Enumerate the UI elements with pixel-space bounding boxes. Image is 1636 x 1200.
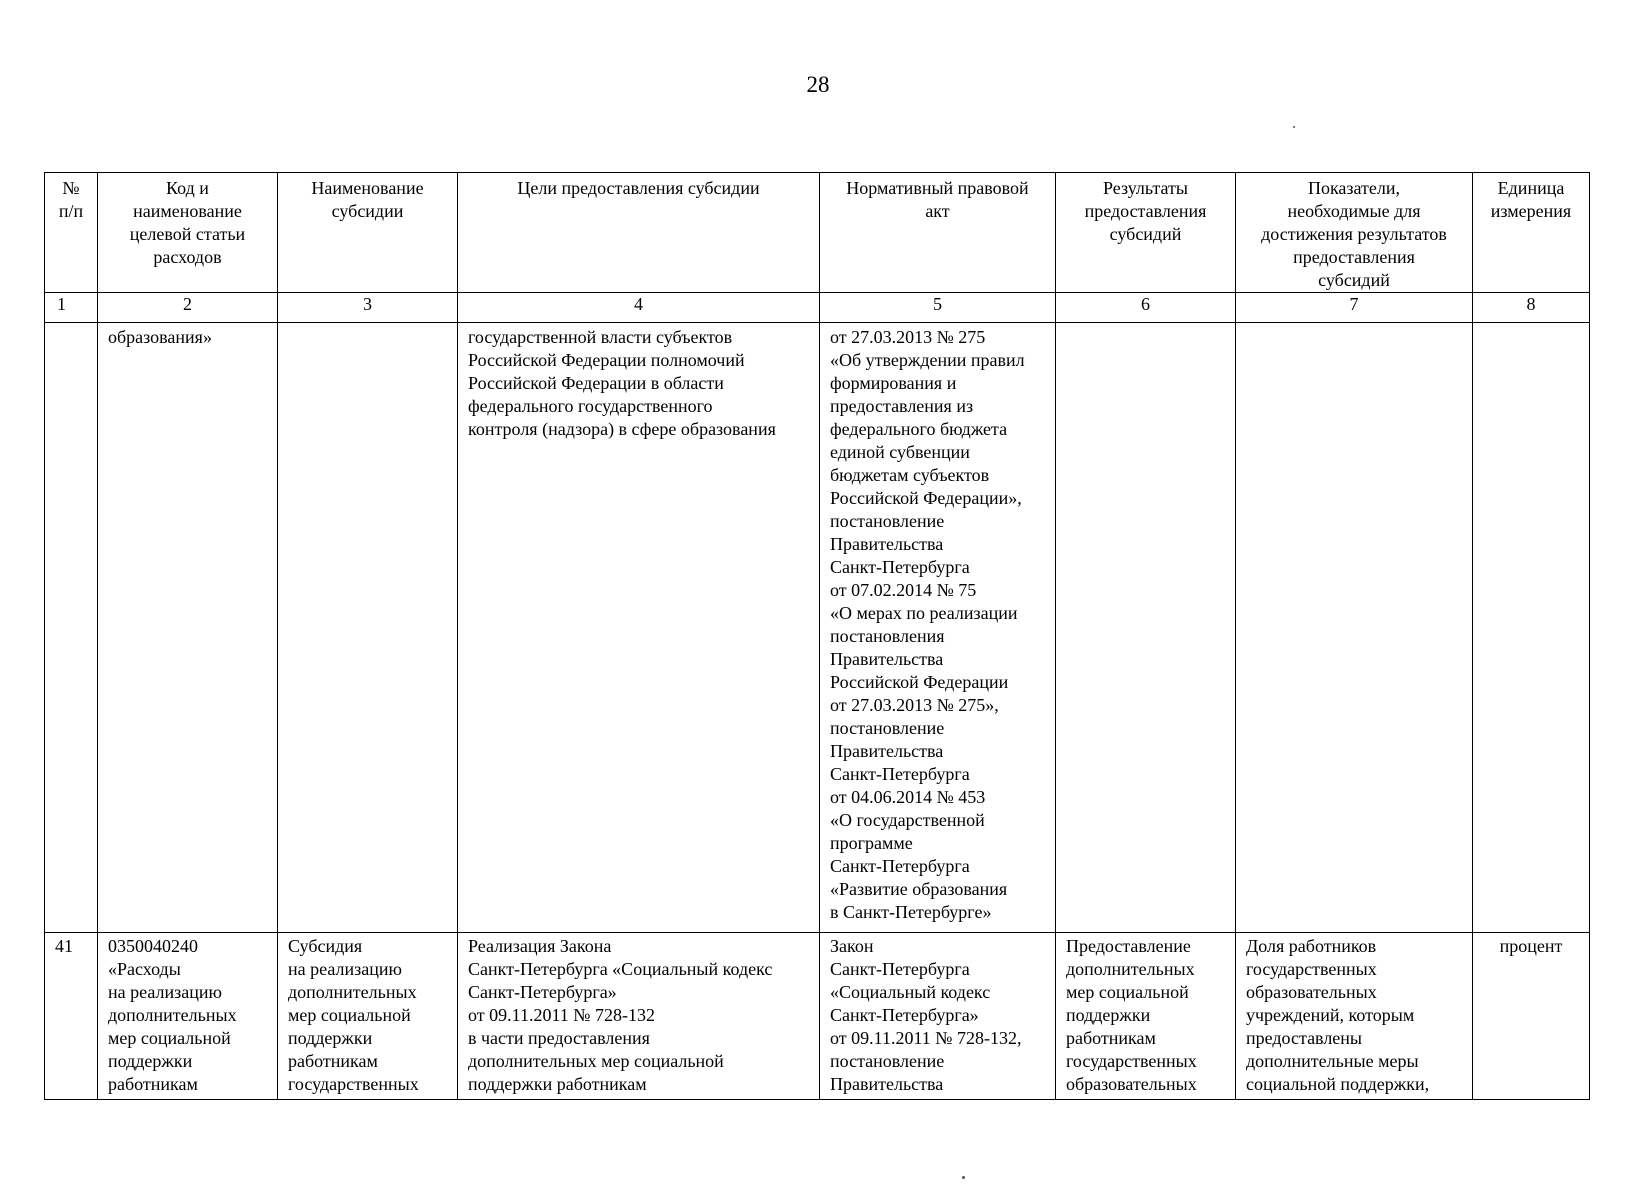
table-row: [45, 323, 1590, 933]
table-cell: образования»: [98, 323, 278, 933]
table-cell: [1056, 323, 1236, 933]
unit-cell: процент: [1473, 933, 1590, 1100]
header-col-7: Показатели, необходимые для достижения результатов предоставления субсидий: [1236, 173, 1473, 293]
table-row: [45, 933, 1590, 1100]
column-number: 1: [45, 293, 98, 323]
column-number: 8: [1473, 293, 1590, 323]
table-cell: Предоставление дополнительных мер социальной поддержки работникам государственных образовательных: [1056, 933, 1236, 1100]
scan-speck: [962, 1176, 965, 1179]
header-col-8: Единица измерения: [1473, 173, 1590, 293]
header-col-3: Наименование субсидии: [278, 173, 458, 293]
header-col-5: Нормативный правовой акт: [820, 173, 1056, 293]
table-cell: Доля работников государственных образовательных учреждений, которым предоставлены дополнительные меры социальной поддержки,: [1236, 933, 1473, 1100]
column-number: 5: [820, 293, 1056, 323]
table-cell: государственной власти субъектов Российской Федерации полномочий Российской Федерации в области федерального государственного контроля (надзора) в сфере образования: [458, 323, 820, 933]
header-col-1: № п/п: [45, 173, 98, 293]
table-cell: 0350040240 «Расходы на реализацию дополнительных мер социальной поддержки работникам: [98, 933, 278, 1100]
table-cell: [1473, 323, 1590, 933]
table-cell: Субсидия на реализацию дополнительных мер социальной поддержки работникам государственных: [278, 933, 458, 1100]
column-number: 6: [1056, 293, 1236, 323]
row-number-cell: 41: [45, 933, 98, 1100]
table-cell: Реализация Закона Санкт-Петербурга «Социальный кодекс Санкт-Петербурга» от 09.11.2011 № 728-132 в части предоставления дополнительных мер социальной поддержки работникам: [458, 933, 820, 1100]
header-col-2: Код и наименование целевой статьи расходов: [98, 173, 278, 293]
table-cell: [278, 323, 458, 933]
table-header-row: [45, 173, 1590, 293]
table-cell: [1236, 323, 1473, 933]
subsidy-table: [44, 172, 1590, 1100]
page-number: 28: [806, 72, 830, 97]
scan-speck: [1293, 126, 1295, 128]
header-col-4: Цели предоставления субсидии: [458, 173, 820, 293]
table-cell: [45, 323, 98, 933]
column-number: 4: [458, 293, 820, 323]
column-number-row: [45, 293, 1590, 323]
header-col-6: Результаты предоставления субсидий: [1056, 173, 1236, 293]
column-number: 2: [98, 293, 278, 323]
table-cell: от 27.03.2013 № 275 «Об утверждении правил формирования и предоставления из федерального бюджета единой субвенции бюджетам субъектов Российской Федерации», постановление Правительства Санкт-Петербурга от 07.02.2014 № 75 «О мерах по реализации постановления Правительства Российской Федерации от 27.03.2013 № 275», постановление Правительства Санкт-Петербурга от 04.06.2014 № 453 «О государственной программе Санкт-Петербурга «Развитие образования в Санкт-Петербурге»: [820, 323, 1056, 933]
column-number: 3: [278, 293, 458, 323]
column-number: 7: [1236, 293, 1473, 323]
table-cell: Закон Санкт-Петербурга «Социальный кодекс Санкт-Петербурга» от 09.11.2011 № 728-132, постановление Правительства: [820, 933, 1056, 1100]
